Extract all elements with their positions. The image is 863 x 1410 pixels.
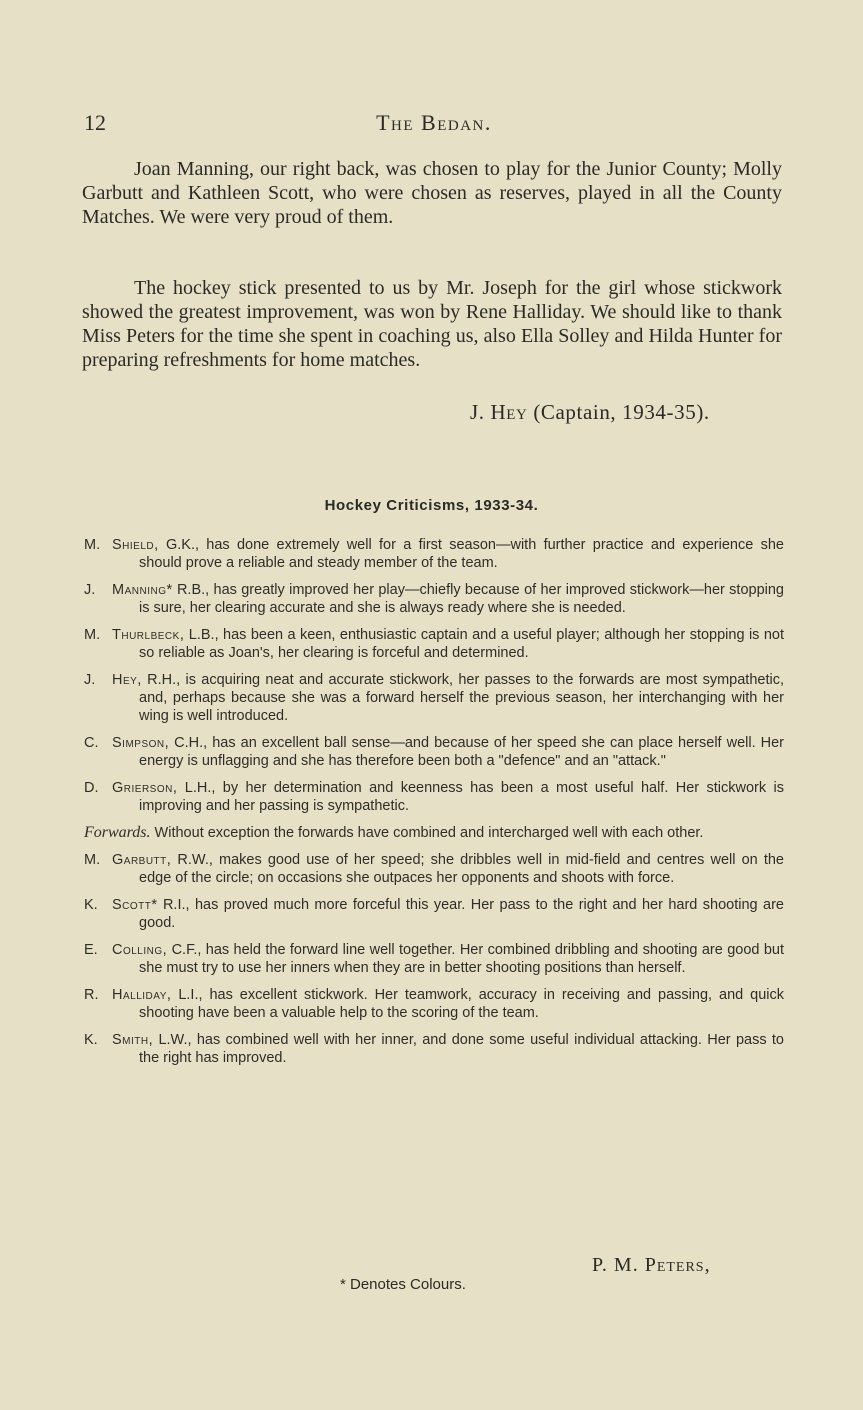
criticism-entry	[84, 896, 784, 932]
criticism-entry	[84, 536, 784, 572]
paragraph-text: The hockey stick presented to us by Mr. Joseph for the girl whose stickwork showed the greatest improvement, was won by Rene Halliday. We should like to thank Miss Peters for the time she spent in coaching us, also Ella Solley and Hilda Hunter for preparing refreshments for home matches.	[82, 277, 782, 371]
entry-name: Grierson,	[112, 780, 178, 796]
footnote: * Denotes Colours.	[340, 1276, 466, 1293]
paragraph-hockey-stick	[82, 276, 782, 372]
entry-initial: J.	[84, 582, 96, 598]
entry-text: R.I., has proved much more forceful this year. Her pass to the right and her hard shooting are good.	[139, 897, 784, 931]
entry-name: Simpson,	[112, 735, 170, 751]
entry-initial: E.	[84, 942, 98, 958]
entry-name: Scott*	[112, 897, 158, 913]
criticism-entry	[84, 851, 784, 887]
entry-text: Without exception the forwards have combined and intercharged well with each other.	[150, 825, 704, 841]
entry-initial: R.	[84, 987, 99, 1003]
entry-text: L.W., has combined well with her inner, and done some useful individual attacking. Her pass to the right has improved.	[139, 1032, 784, 1066]
criticism-entry	[84, 941, 784, 977]
page-number: 12	[84, 110, 106, 135]
criticism-entry	[84, 734, 784, 770]
entry-text: R.B., has greatly improved her play—chiefly because of her improved stickwork—her stopping is sure, her clearing accurate and she is always ready where she is needed.	[139, 582, 784, 616]
entry-initial: D.	[84, 780, 99, 796]
running-title: The Bedan.	[376, 110, 492, 135]
signature-role: (Captain, 1934-35).	[533, 400, 710, 424]
entry-name: Halliday,	[112, 987, 172, 1003]
entry-initial: M.	[84, 537, 101, 553]
entry-name: Hey,	[112, 672, 142, 688]
entry-text: C.F., has held the forward line well together. Her combined dribbling and shooting are good but she must try to use her inners when they are in better shooting positions than herself.	[139, 942, 784, 976]
criticism-entry	[84, 671, 784, 725]
entry-name: Garbutt,	[112, 852, 172, 868]
entry-label: Forwards.	[84, 824, 151, 841]
signature-initial: J.	[470, 400, 485, 424]
entry-initial: C.	[84, 735, 99, 751]
entry-text: R.H., is acquiring neat and accurate stickwork, her passes to the forwards are most sympathetic, and, perhaps because she was a forward herself the previous season, her interchanging with her wing is well introduced.	[139, 672, 784, 724]
signature-name: Hey	[490, 400, 528, 424]
entry-initial: K.	[84, 897, 98, 913]
section-title: Hockey Criticisms, 1933-34.	[324, 497, 539, 514]
page-header	[84, 110, 784, 140]
entry-name: Colling,	[112, 942, 168, 958]
criticism-entry	[84, 1031, 784, 1067]
entry-initial: M.	[84, 852, 101, 868]
entry-name: Smith,	[112, 1032, 154, 1048]
entry-initial: J.	[84, 672, 96, 688]
entry-name: Manning*	[112, 582, 173, 598]
paragraph-county	[82, 157, 782, 229]
coach-signature: P. M. Peters,	[592, 1254, 711, 1276]
entry-initial: M.	[84, 627, 101, 643]
entry-text: L.H., by her determination and keenness has been a most useful half. Her stickwork is improving and her passing is sympathetic.	[139, 780, 784, 814]
entry-name: Thurlbeck,	[112, 627, 185, 643]
entry-text: G.K., has done extremely well for a first season—with further practice and experience she should prove a reliable and steady member of the team.	[139, 537, 784, 571]
entry-name: Shield,	[112, 537, 159, 553]
criticism-entry-forwards	[84, 824, 784, 842]
criticisms-list	[84, 536, 784, 1076]
paragraph-text: Joan Manning, our right back, was chosen to play for the Junior County; Molly Garbutt and Kathleen Scott, who were chosen as reserves, played in all the County Matches. We were very proud of them.	[82, 158, 782, 228]
entry-text: L.B., has been a keen, enthusiastic captain and a useful player; although her stopping is not so reliable as Joan's, her clearing is forceful and determined.	[139, 627, 784, 661]
criticism-entry	[84, 626, 784, 662]
entry-initial: K.	[84, 1032, 98, 1048]
captain-signature	[470, 400, 710, 425]
criticism-entry	[84, 986, 784, 1022]
entry-text: R.W., makes good use of her speed; she dribbles well in mid-field and centres well on the edge of the circle; on occasions she outpaces her opponents and shoots with force.	[139, 852, 784, 886]
criticism-entry	[84, 581, 784, 617]
entry-text: L.I., has excellent stickwork. Her teamwork, accuracy in receiving and passing, and quick shooting have been a valuable help to the scoring of the team.	[139, 987, 784, 1021]
criticism-entry	[84, 779, 784, 815]
entry-text: C.H., has an excellent ball sense—and because of her speed she can place herself well. Her energy is unflagging and she has therefore been both a "defence" and an "attack."	[139, 735, 784, 769]
